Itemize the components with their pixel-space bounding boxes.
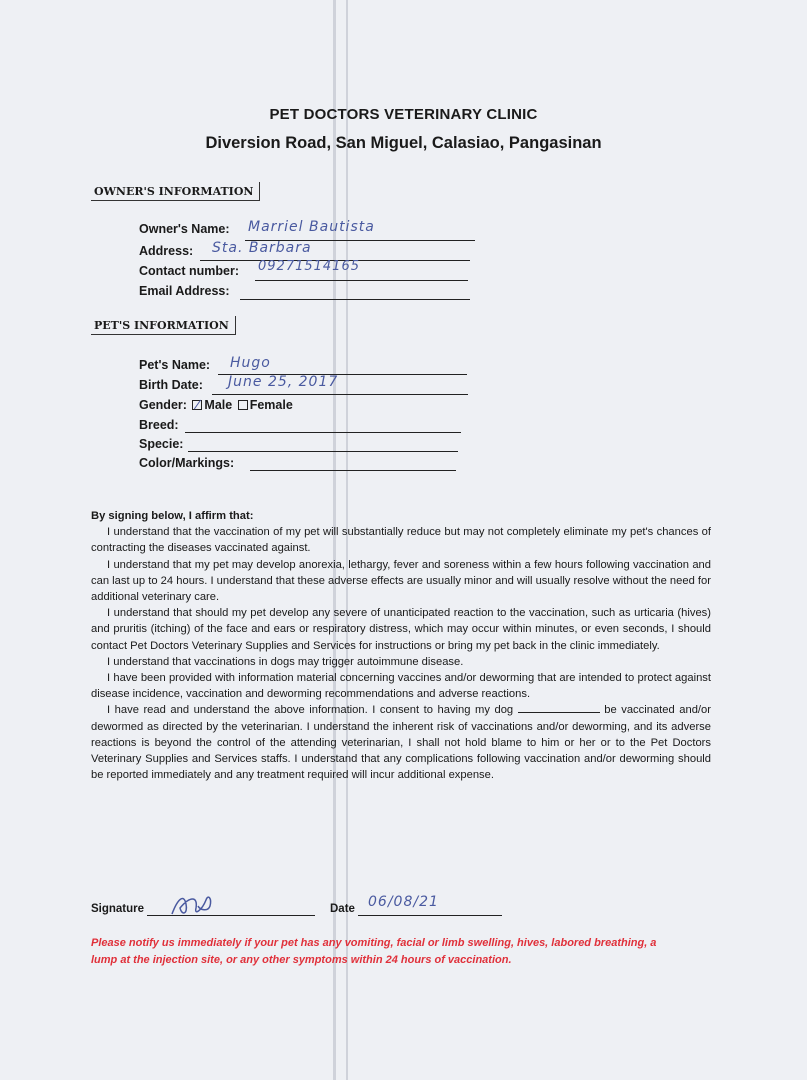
vaccination-notice: Please notify us immediately if your pet has any vomiting, facial or limb swelling, hives, labored breathing, a lump at the injection site, or any other symptoms within 24 hours of vaccination. [91, 937, 657, 966]
email-line [240, 299, 470, 300]
owner-address-value[interactable]: Sta. Barbara [212, 240, 312, 256]
gender-label: Gender: [139, 398, 187, 412]
consent-paragraph: I understand that my pet may develop anorexia, lethargy, fever and soreness within a few hours following vaccination and can last up to 24 hours. I understand that these adverse effects are usually minor and will usually resolve without the need for additional veterinary care. [91, 558, 711, 604]
owner-section-title: OWNER'S INFORMATION [91, 182, 260, 201]
email-label: Email Address: [139, 284, 230, 298]
date-label: Date [330, 903, 355, 915]
consent-paragraph: I understand that vaccinations in dogs may trigger autoimmune disease. [107, 655, 464, 668]
female-label: Female [249, 398, 293, 412]
pet-name-label: Pet's Name: [139, 358, 211, 372]
male-label: Male [204, 398, 233, 412]
pet-section-title: PET'S INFORMATION [91, 316, 236, 335]
birth-date-line [212, 394, 468, 395]
contact-number-label: Contact number: [139, 264, 239, 278]
consent-paragraph: I have been provided with information material concerning vaccines and/or deworming that are intended to protect against disease incidence, vaccination and deworming recommendations and adverse reactions. [91, 672, 711, 701]
date-line [358, 915, 502, 916]
gender-row [139, 398, 293, 412]
pet-name-value[interactable]: Hugo [230, 355, 271, 371]
owner-name-value[interactable]: Marriel Bautista [248, 219, 375, 235]
signature-mark [168, 890, 218, 920]
specie-label: Specie: [139, 437, 184, 451]
consent-text-part: be vaccinated and/or dewormed as directed by the veterinarian. I understand the inherent risk of vaccinations and/or deworming, and its adverse reactions is beyond the control of the attending veterinarian, I shall not hold blame to him or her or to the Pet Doctors Veterinary Supplies and Services staffs. I understand that any complications following vaccination and/or deworming should be reported immediately and any treatment required will incur additional expense. [91, 704, 711, 782]
female-checkbox[interactable] [238, 400, 248, 410]
consent-text-part: I have read and understand the above information. I consent to having my dog [107, 704, 514, 717]
contact-number-value[interactable]: 09271514165 [258, 259, 360, 274]
consent-paragraph: I understand that the vaccination of my pet will substantially reduce but may not completely eliminate my pet's chances of contracting the diseases vaccinated against. [91, 526, 711, 555]
signature-date-value[interactable]: 06/08/21 [368, 894, 439, 910]
breed-label: Breed: [139, 418, 179, 432]
specie-line [188, 451, 458, 452]
clinic-address: Diversion Road, San Miguel, Calasiao, Pangasinan [205, 134, 602, 152]
consent-paragraph: I understand that should my pet develop any severe of unanticipated reaction to the vaccination, such as urticaria (hives) and pruritis (itching) of the face and ears or respiratory distress, which may occur within minutes, or even seconds, I should contact Pet Doctors Veterinary Supplies and Services for instructions or bring my pet back in the clinic immediately. [91, 607, 711, 652]
owner-name-label: Owner's Name: [139, 222, 230, 236]
birth-date-label: Birth Date: [139, 378, 203, 392]
breed-line [185, 432, 461, 433]
signature-label: Signature [91, 903, 145, 915]
male-checkbox[interactable] [192, 400, 202, 410]
consent-paragraph [91, 702, 711, 783]
color-markings-label: Color/Markings: [139, 456, 235, 470]
color-markings-line [250, 470, 456, 471]
owner-address-label: Address: [139, 244, 194, 258]
contact-number-line [255, 280, 468, 281]
consent-text [91, 508, 711, 783]
clinic-name: PET DOCTORS VETERINARY CLINIC [269, 106, 538, 123]
birth-date-value[interactable]: June 25, 2017 [228, 374, 339, 390]
affirm-heading: By signing below, I affirm that: [91, 510, 254, 522]
dog-name-blank[interactable] [518, 712, 600, 713]
